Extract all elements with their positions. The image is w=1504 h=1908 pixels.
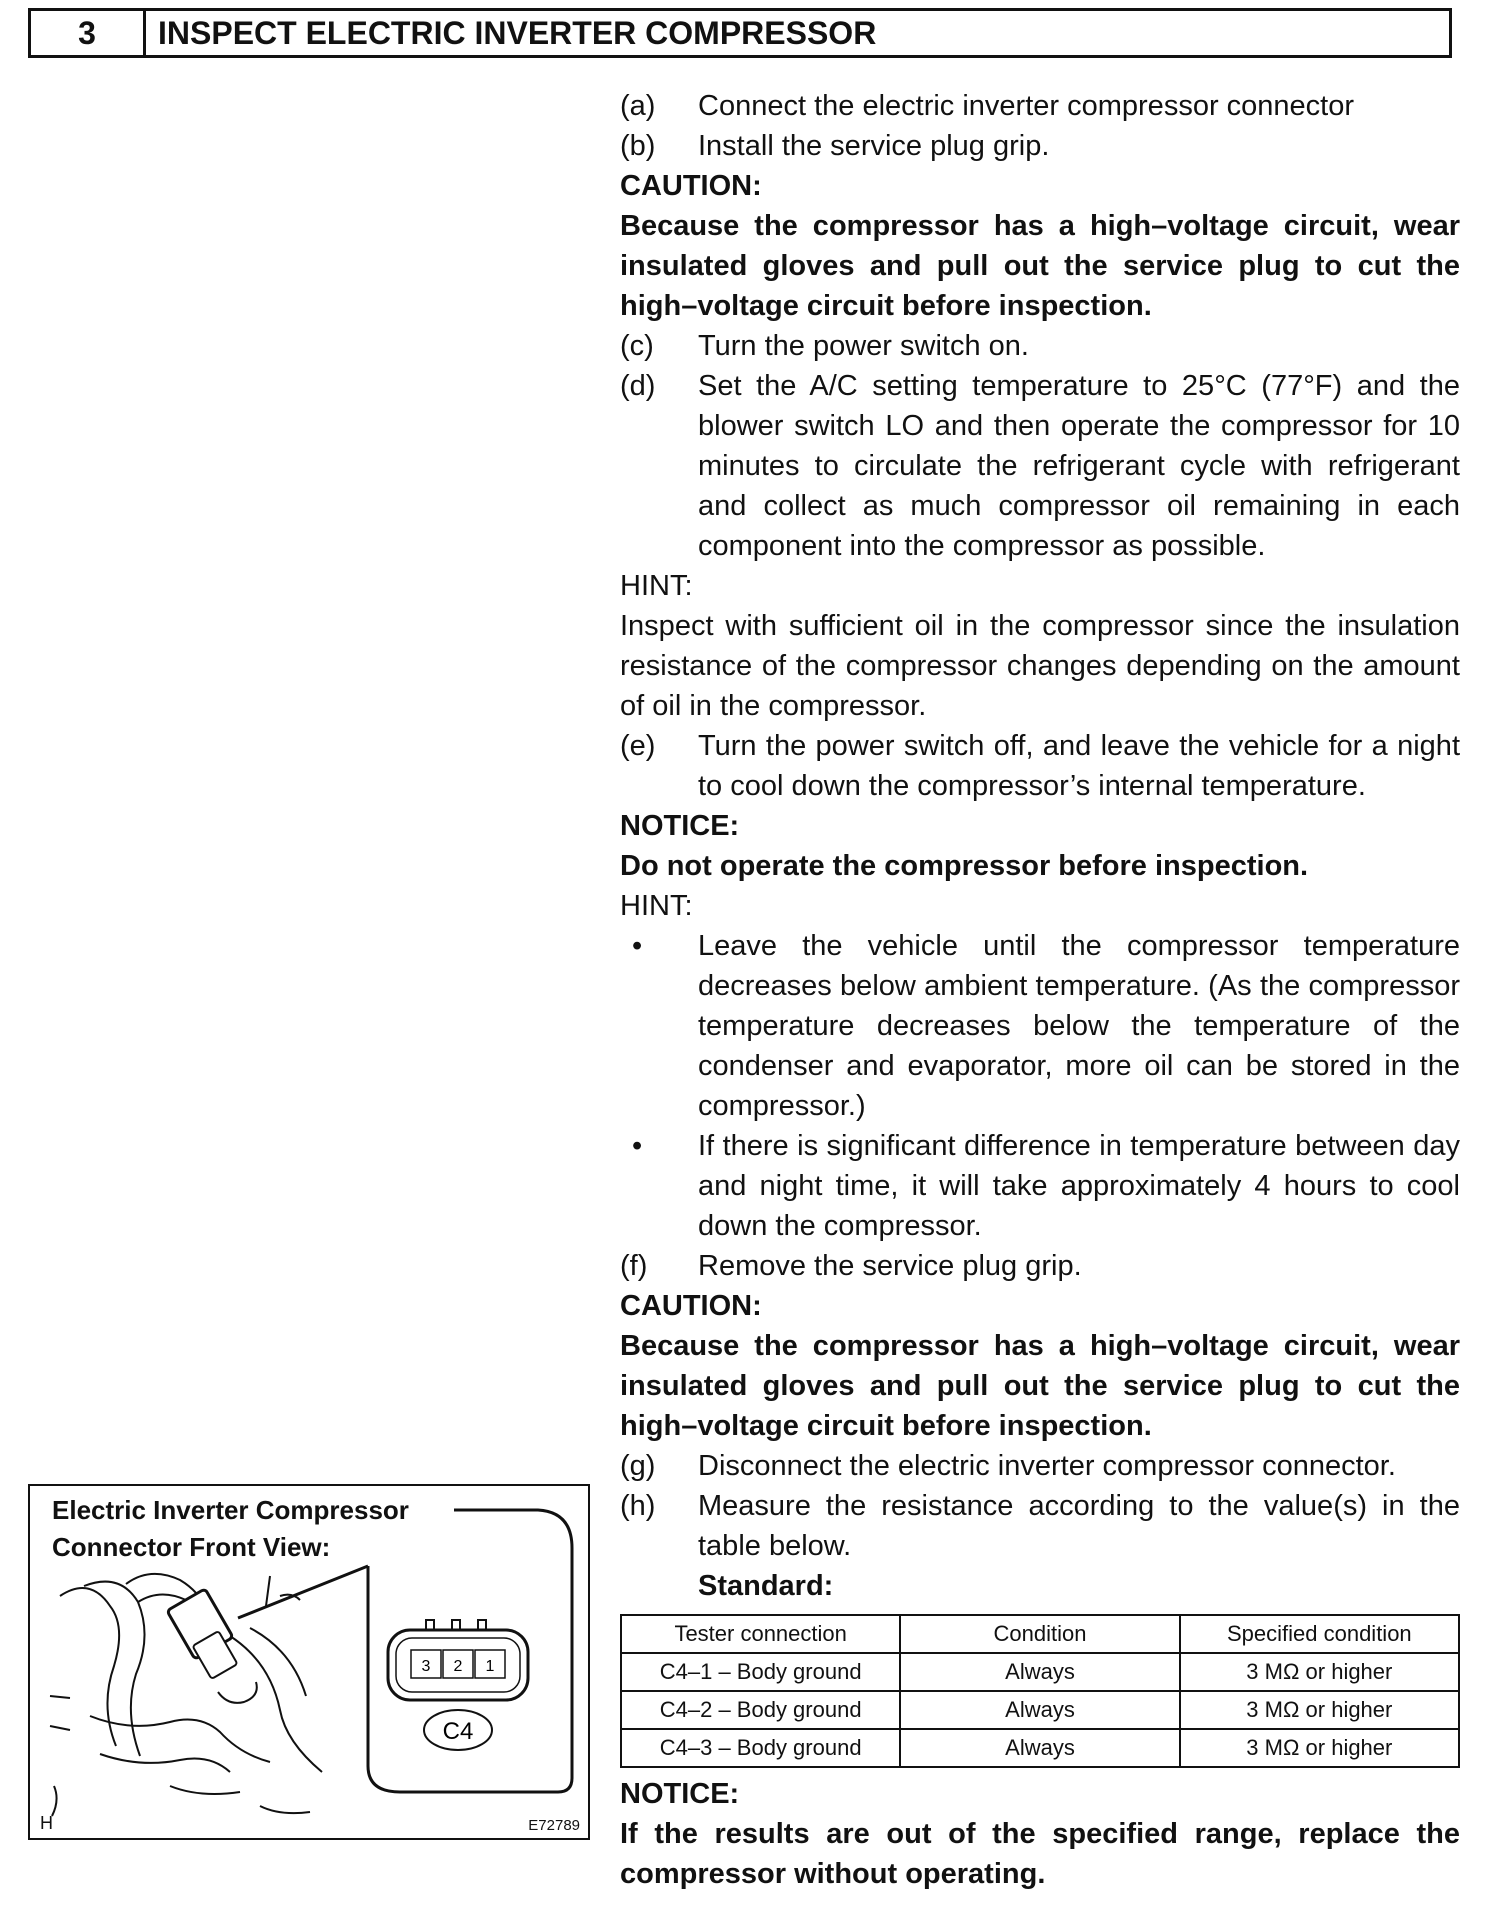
- step-text: Measure the resistance according to the value(s) in the table below.: [698, 1490, 1460, 1562]
- notice-text: If the results are out of the specified range, replace the compressor without operating.: [620, 1818, 1460, 1890]
- step-label: (h): [620, 1490, 656, 1522]
- table-cell: 3 MΩ or higher: [1180, 1729, 1459, 1767]
- figure-id: E72789: [528, 1817, 580, 1834]
- pin-label: 3: [421, 1658, 431, 1675]
- caution-heading: CAUTION:: [620, 1290, 762, 1322]
- step-g: [620, 1446, 1460, 1486]
- connector-code: C4: [442, 1718, 474, 1745]
- hint-text: Inspect with sufficient oil in the compressor since the insulation resistance of the compressor changes depending on the amount of oil in the compressor.: [620, 610, 1460, 722]
- table-header-cell: Tester connection: [621, 1615, 900, 1653]
- pin-label: 1: [485, 1658, 495, 1675]
- figure-corner-letter: H: [40, 1813, 53, 1833]
- figure-title: [52, 1492, 409, 1566]
- connector-front-view: [388, 1620, 528, 1750]
- figure-title-line: Electric Inverter Compressor: [52, 1495, 409, 1525]
- pin-label: 2: [453, 1658, 463, 1675]
- step-label: (a): [620, 90, 656, 122]
- step-title: INSPECT ELECTRIC INVERTER COMPRESSOR: [158, 14, 877, 51]
- step-label: (g): [620, 1450, 656, 1482]
- step-text: Disconnect the electric inverter compressor connector.: [698, 1450, 1396, 1482]
- notice-text: Do not operate the compressor before inspection.: [620, 850, 1309, 882]
- caution-text: Because the compressor has a high–voltage circuit, wear insulated gloves and pull out the service plug to cut the high–voltage circuit before inspection.: [620, 210, 1460, 322]
- notice-heading: NOTICE:: [620, 1778, 740, 1810]
- caution-heading: CAUTION:: [620, 170, 762, 202]
- step-c: [620, 326, 1460, 366]
- table-cell: Always: [900, 1653, 1179, 1691]
- step-text: Set the A/C setting temperature to 25°C (77°F) and the blower switch LO and then operate the compressor for 10 minutes to circulate the refrigerant cycle with refrigerant and collect as much compressor oil remaining in each component into the compressor as possible.: [698, 370, 1460, 562]
- bullet-text: If there is significant difference in temperature between day and night time, it will take approximately 4 hours to cool down the compressor.: [698, 1130, 1460, 1242]
- bullet-mark: •: [632, 930, 643, 962]
- table-cell: C4–2 – Body ground: [621, 1691, 900, 1729]
- table-cell: Always: [900, 1691, 1179, 1729]
- table-header-row: [621, 1615, 1459, 1653]
- step-label: (c): [620, 330, 654, 362]
- standard-label: Standard:: [698, 1570, 834, 1602]
- table-cell: 3 MΩ or higher: [1180, 1653, 1459, 1691]
- table-row: [621, 1653, 1459, 1691]
- resistance-spec-table: [620, 1614, 1460, 1768]
- step-label: (f): [620, 1250, 648, 1282]
- step-text: Install the service plug grip.: [698, 130, 1050, 162]
- step-label: (b): [620, 130, 656, 162]
- step-a: [620, 86, 1460, 126]
- connector-in-sketch: [167, 1589, 238, 1679]
- step-e: [620, 726, 1460, 806]
- table-cell: C4–3 – Body ground: [621, 1729, 900, 1767]
- step-text: Turn the power switch on.: [698, 330, 1029, 362]
- procedure-content: [620, 86, 1460, 1894]
- connector-figure: [28, 1484, 590, 1840]
- hint-bullet: [620, 926, 1460, 1126]
- table-cell: Always: [900, 1729, 1179, 1767]
- step-f: [620, 1246, 1460, 1286]
- table-header-cell: Specified condition: [1180, 1615, 1459, 1653]
- caution-text: Because the compressor has a high–voltage circuit, wear insulated gloves and pull out the service plug to cut the high–voltage circuit before inspection.: [620, 1330, 1460, 1442]
- hint-heading: HINT:: [620, 570, 693, 602]
- step-label: (e): [620, 730, 656, 762]
- step-h: [620, 1486, 1460, 1566]
- table-row: [621, 1729, 1459, 1767]
- table-header-cell: Condition: [900, 1615, 1179, 1653]
- step-label: (d): [620, 370, 656, 402]
- table-cell: 3 MΩ or higher: [1180, 1691, 1459, 1729]
- step-header: [28, 8, 1452, 58]
- step-number: 3: [31, 11, 146, 55]
- table-cell: C4–1 – Body ground: [621, 1653, 900, 1691]
- bullet-mark: •: [632, 1130, 643, 1162]
- hint-heading: HINT:: [620, 890, 693, 922]
- step-b: [620, 126, 1460, 166]
- hint-bullet: [620, 1126, 1460, 1246]
- step-d: [620, 366, 1460, 566]
- notice-heading: NOTICE:: [620, 810, 740, 842]
- step-text: Connect the electric inverter compressor connector: [698, 90, 1355, 122]
- table-row: [621, 1691, 1459, 1729]
- step-text: Turn the power switch off, and leave the vehicle for a night to cool down the compressor’s internal temperature.: [698, 730, 1460, 802]
- figure-title-line: Connector Front View:: [52, 1532, 331, 1562]
- callout-leader: [238, 1566, 368, 1618]
- bullet-text: Leave the vehicle until the compressor temperature decreases below ambient temperature. (As the compressor temperature decreases below the temperature of the condenser and evaporator, more oil can be stored in the compressor.): [698, 930, 1460, 1122]
- step-text: Remove the service plug grip.: [698, 1250, 1082, 1282]
